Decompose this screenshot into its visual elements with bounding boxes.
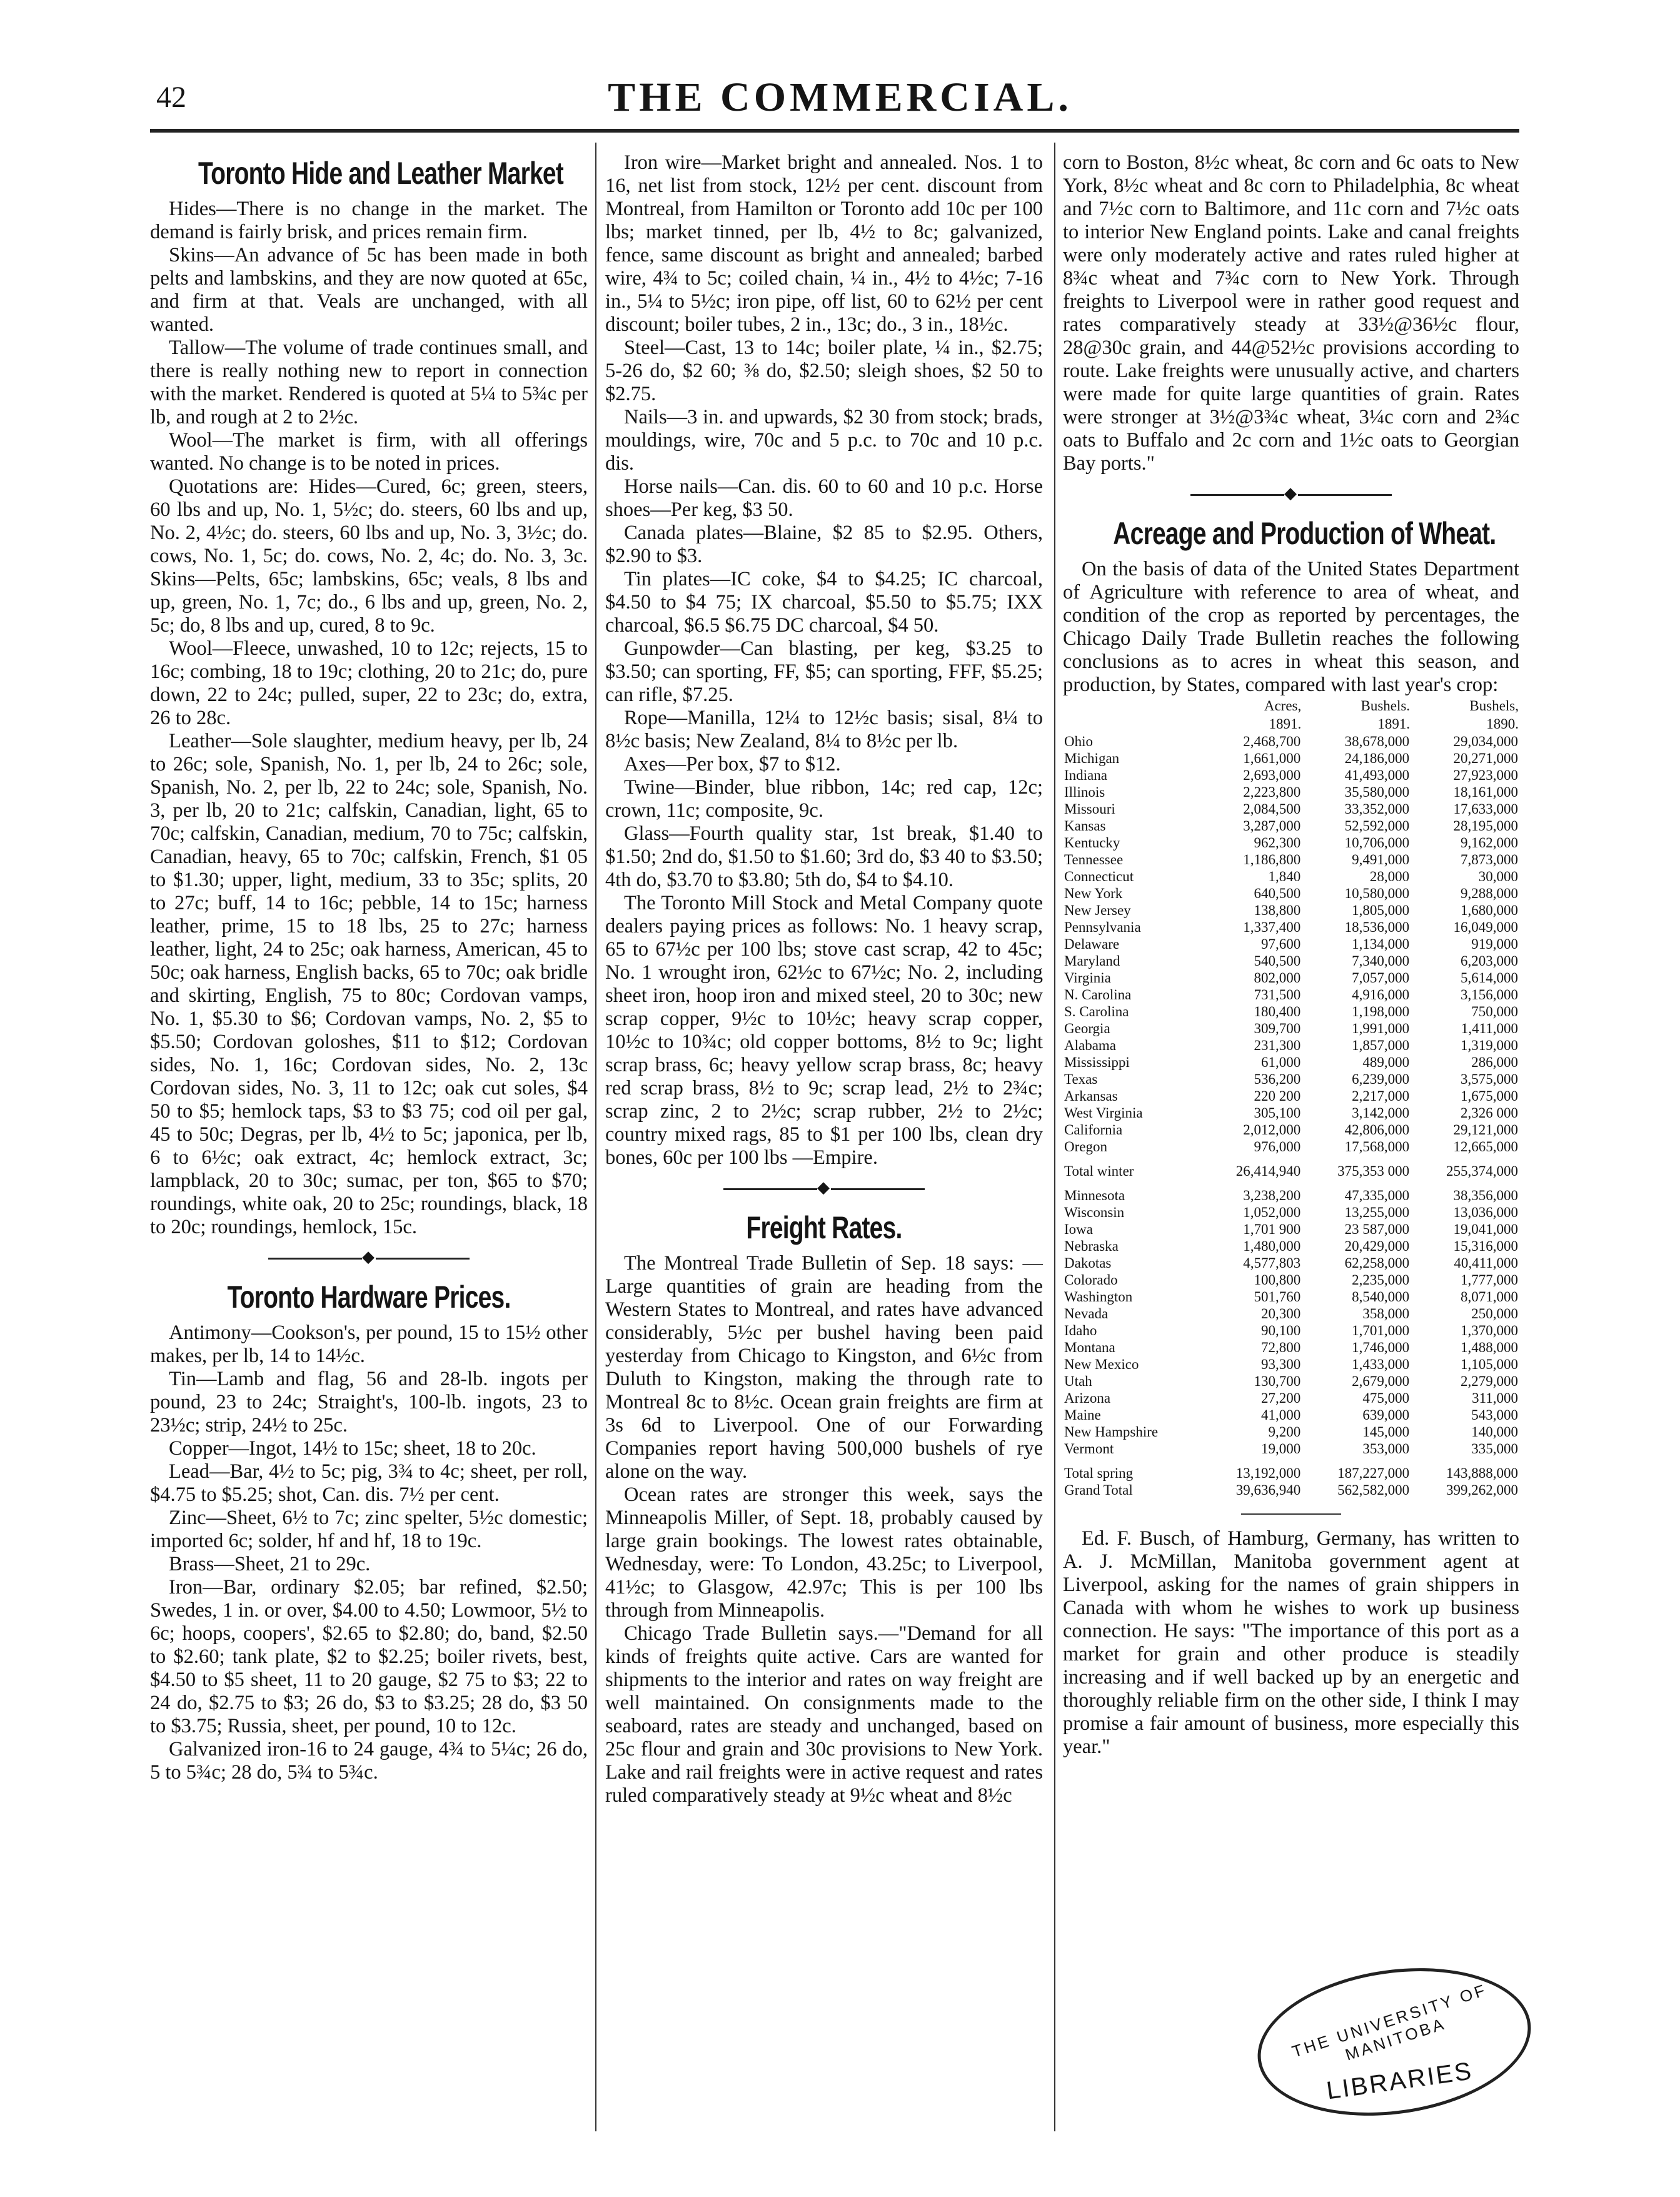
state-name: Kentucky [1064, 835, 1120, 851]
state-name: Colorado [1064, 1272, 1118, 1288]
rule [1241, 1513, 1341, 1515]
masthead-rule [150, 129, 1519, 133]
table-cell: 17,568,000 [1344, 1139, 1410, 1154]
table-row [1063, 1373, 1519, 1390]
table-cell: 3,575,000 [1461, 1071, 1518, 1087]
table-cell: 231,300 [1254, 1038, 1301, 1053]
hardware-para: Antimony—Cookson's, per pound, 15 to 15½ other makes, per lb, 14 to 14½c. [150, 1321, 588, 1367]
table-row [1063, 1003, 1519, 1020]
table-cell: 7,340,000 [1352, 953, 1410, 969]
freight-para: Chicago Trade Bulletin says.—"Demand for all kinds of freights quite active. Cars are wanted for shipments to the interior and rates on way freight are well maintained. On consignments made to the seaboard, rates are steady and unchanged, based on 25c flour and grain and 30c provisions to New York. Lake and rail freights were in active request and rates ruled comparatively steady at 9½c wheat and 8½c [605, 1622, 1043, 1807]
table-cell: 29,121,000 [1453, 1122, 1518, 1138]
table-cell: 28,195,000 [1453, 818, 1518, 834]
table-cell: 475,000 [1362, 1390, 1410, 1406]
section-separator: ◆ [605, 1178, 1043, 1197]
table-cell: 6,239,000 [1352, 1071, 1410, 1087]
table-cell: 489,000 [1362, 1054, 1410, 1070]
column-header: Bushels, [1469, 698, 1519, 714]
table-row [1063, 1407, 1519, 1423]
state-name: Arizona [1064, 1390, 1111, 1406]
state-name: Oregon [1064, 1139, 1107, 1154]
state-name: Kansas [1064, 818, 1106, 834]
column-header: Acres, [1264, 698, 1302, 714]
table-row [1063, 1423, 1519, 1440]
table-cell: 1,134,000 [1352, 936, 1410, 952]
table-row-total-spring: Total spring 13,192,000 187,227,000 143,888,000 [1064, 1465, 1518, 1481]
table-cell: 38,678,000 [1344, 734, 1410, 749]
table-cell: 543,000 [1471, 1407, 1518, 1423]
hardware-cont-para: Steel—Cast, 13 to 14c; boiler plate, ¼ in., $2.75; 5-26 do, $2 60; ⅜ do, $2.50; sleigh shoes, $2 50 to $2.75. [605, 336, 1043, 405]
hardware-cont-para: Gunpowder—Can blasting, per keg, $3.25 to $3.50; can sporting, FF, $5; can sporting, FFF, $5.25; can rifle, $7.25. [605, 637, 1043, 706]
table-cell: 536,200 [1254, 1071, 1301, 1087]
table-cell: 18,161,000 [1453, 784, 1518, 800]
state-name: Pennsylvania [1064, 919, 1141, 935]
state-name: New York [1064, 886, 1123, 901]
table-cell: 2,279,000 [1461, 1373, 1518, 1389]
table-cell: 731,500 [1254, 987, 1301, 1003]
table-row [1063, 1054, 1519, 1071]
table-cell: 1,777,000 [1461, 1272, 1518, 1288]
table-cell: 97,600 [1260, 936, 1301, 952]
table-cell: 1,480,000 [1243, 1238, 1301, 1254]
state-name: Idaho [1064, 1323, 1097, 1338]
article-title-hide-leather: Toronto Hide and Leather Market [198, 156, 564, 191]
table-cell: 9,200 [1268, 1424, 1301, 1440]
table-cell: 19,041,000 [1453, 1221, 1518, 1237]
table-cell: 72,800 [1260, 1340, 1301, 1355]
table-row [1063, 986, 1519, 1003]
table-row [1063, 834, 1519, 851]
column-divider [595, 143, 596, 2131]
table-cell: 1,857,000 [1352, 1038, 1410, 1053]
table-cell: 8,540,000 [1352, 1289, 1410, 1305]
hide-para: Leather—Sole slaughter, medium heavy, per lb, 24 to 26c; sole, Spanish, No. 1, per lb, 24 to 26c; sole, Spanish, No. 2, per lb, 22 to 24c; sole, Spanish, No. 3, per lb, 20 to 21c; calfskin, Canadian, light, 65 to 70c; calfskin, Canadian, medium, 70 to 75c; calfskin, Canadian, heavy, 65 to 70c; calfskin, French, $1 05 to $1.30; upper, light, medium, 33 to 35c; splits, 20 to 27c; buff, 14 to 16c; pebble, 14 to 15c; harness leather, prime, 15 to 18 lbs, 25 to 27c; harness leather, light, 24 to 25c; oak harness, American, 45 to 50c; oak harness, English backs, 65 to 70c; oak bridle and skirting, English, 75 to 80c; Cordovan vamps, No. 1, $5.30 to $6; Cordovan vamps, No. 2, $5 to $5.50; Cordovan goloshes, $11 to $12; Cordovan sides, No. 1, 16c; Cordovan sides, No. 2, 13c Cordovan sides, No. 3, 11 to 12c; oak cut soles, $4 50 to $5; hemlock taps, $3 to $3 75; cod oil per gal, 45 to 50c; Degras, per lb, 4½ to 5c; japonica, per lb, 6 to 6½c; oak extract, 4c; hemlock extract, 3c; lampblack, 20 to 30c; sumac, per ton, $65 to $70; roundings, white oak, 20 to 25c; roundings, black, 18 to 20c; roundings, hemlock, 15c. [150, 730, 588, 1238]
hardware-cont-para: The Toronto Mill Stock and Metal Company quote dealers paying prices as follows: No. 1 heavy scrap, 65 to 67½c per 100 lbs; stove cast scrap, 42 to 45c; No. 1 wrought iron, 62½c to 67½c; No. 2, including sheet iron, hoop iron and mixed steel, 20 to 30c; new scrap copper, 9½c to 10½c; heavy scrap copper, 10½c to 10¾c; old copper bottoms, 8½ to 9c; light scrap brass, 6c; heavy yellow scrap brass, 8c; heavy red scrap brass, 8½ to 9c; scrap lead, 2½ to 2¾c; scrap zinc, 2 to 2½c; scrap rubber, 2½ to 2½c; country mixed rags, 85 to $1 per 100 lbs, clean dry bones, 60c per 100 lbs —Empire. [605, 892, 1043, 1169]
table-cell: 976,000 [1254, 1139, 1301, 1154]
table-cell: 2,468,700 [1243, 734, 1301, 749]
table-cell: 24,186,000 [1344, 750, 1410, 766]
table-cell: 90,100 [1260, 1323, 1301, 1338]
table-row [1063, 1238, 1519, 1255]
table-cell: 18,536,000 [1344, 919, 1410, 935]
table-row [1063, 1322, 1519, 1339]
table-cell: 1,337,400 [1243, 919, 1301, 935]
table-cell: 2,693,000 [1243, 767, 1301, 783]
hardware-cont-para: Rope—Manilla, 12¼ to 12½c basis; sisal, 8¼ to 8½c basis; New Zealand, 8¼ to 8½c per lb. [605, 707, 1043, 752]
state-name: Vermont [1064, 1441, 1114, 1457]
table-row [1063, 1221, 1519, 1238]
table-cell: 17,633,000 [1453, 801, 1518, 817]
table-row [1063, 1440, 1519, 1457]
state-name: Mississippi [1064, 1054, 1130, 1070]
column-header: Bushels. [1361, 698, 1411, 714]
table-cell: 93,300 [1260, 1356, 1301, 1372]
table-cell: 750,000 [1471, 1004, 1518, 1019]
table-row [1063, 1020, 1519, 1037]
table-row [1063, 1037, 1519, 1054]
state-name: Utah [1064, 1373, 1092, 1389]
table-cell: 9,491,000 [1352, 852, 1410, 867]
table-cell: 1,746,000 [1352, 1340, 1410, 1355]
hardware-para: Galvanized iron-16 to 24 gauge, 4¾ to 5¼c; 26 do, 5 to 5¾c; 28 do, 5¾ to 5¾c. [150, 1738, 588, 1784]
hardware-cont-para: Twine—Binder, blue ribbon, 14c; red cap, 12c; crown, 11c; composite, 9c. [605, 776, 1043, 822]
state-name: New Jersey [1064, 902, 1131, 918]
table-cell: 1,198,000 [1352, 1004, 1410, 1019]
table-cell: 640,500 [1254, 886, 1301, 901]
table-cell: 2,679,000 [1352, 1373, 1410, 1389]
state-name: West Virginia [1064, 1105, 1143, 1121]
state-name: Wisconsin [1064, 1205, 1125, 1220]
table-year-row [1063, 715, 1519, 733]
table-cell: 2,217,000 [1352, 1088, 1410, 1104]
hide-para: Wool—Fleece, unwashed, 10 to 12c; rejects, 15 to 16c; combing, 18 to 19c; clothing, 20 to 21c; do, pure down, 22 to 24c; pulled, super, 22 to 23c; do, extra, 26 to 28c. [150, 637, 588, 729]
table-row [1063, 1339, 1519, 1356]
freight-para: The Montreal Trade Bulletin of Sep. 18 says: —Large quantities of grain are heading from the Western States to Montreal, and rates have advanced considerably, 5½c per bushel having been paid yesterday from Chicago to Kingston, and 6½c from Duluth to Kingston, making the through rate to Montreal 8c to 8½c. Ocean grain freights are firm at 3s 6d to Liverpool. One of our Forwarding Companies report having 500,000 bushels of rye alone on the way. [605, 1252, 1043, 1483]
table-cell: 5,614,000 [1461, 970, 1518, 986]
table-cell: 305,100 [1254, 1105, 1301, 1121]
table-cell: 62,258,000 [1344, 1255, 1410, 1271]
table-cell: 47,335,000 [1344, 1188, 1410, 1203]
state-name: Michigan [1064, 750, 1120, 766]
table-row [1063, 1305, 1519, 1322]
table-row [1063, 902, 1519, 919]
column-year: 1891. [1269, 716, 1302, 732]
page-number: 42 [156, 81, 186, 114]
table-row [1063, 851, 1519, 868]
hardware-para: Lead—Bar, 4½ to 5c; pig, 3¾ to 4c; sheet, per roll, $4.75 to $5.25; shot, Can. dis. 7½ per cent. [150, 1460, 588, 1506]
hardware-cont-para: Tin plates—IC coke, $4 to $4.25; IC charcoal, $4.50 to $4 75; IX charcoal, $5.50 to $5.75; IXX charcoal, $6.5 $6.75 DC charcoal, $4 50. [605, 568, 1043, 637]
table-cell: 4,577,803 [1243, 1255, 1301, 1271]
table-row [1063, 801, 1519, 817]
state-name: N. Carolina [1064, 987, 1132, 1003]
table-cell: 42,806,000 [1344, 1122, 1410, 1138]
table-cell: 1,840 [1268, 869, 1301, 884]
table-cell: 4,916,000 [1352, 987, 1410, 1003]
table-cell: 335,000 [1471, 1441, 1518, 1457]
hardware-para: Copper—Ingot, 14½ to 15c; sheet, 18 to 20c. [169, 1437, 536, 1460]
state-name: Illinois [1064, 784, 1105, 800]
table-row [1063, 1121, 1519, 1138]
state-name: Texas [1064, 1071, 1098, 1087]
state-name: Connecticut [1064, 869, 1134, 884]
table-cell: 61,000 [1260, 1054, 1301, 1070]
table-cell: 27,200 [1260, 1390, 1301, 1406]
table-cell: 29,034,000 [1453, 734, 1518, 749]
table-cell: 6,203,000 [1461, 953, 1518, 969]
state-name: Iowa [1064, 1221, 1093, 1237]
state-name: Alabama [1064, 1038, 1117, 1053]
table-cell: 1,680,000 [1461, 902, 1518, 918]
freight-para: Ocean rates are stronger this week, says the Minneapolis Miller, of Sept. 18, probably caused by large grain bookings. The lowest rates obtainable, Wednesday, were: To London, 43.25c; to Liverpool, 41½c; to Glasgow, 42.97c; This is per 100 lbs through from Minneapolis. [605, 1483, 1043, 1622]
table-row [1063, 733, 1519, 750]
state-name: Maryland [1064, 953, 1120, 969]
table-row [1063, 1071, 1519, 1088]
section-separator: ◆ [1063, 484, 1519, 503]
table-cell: 962,300 [1254, 835, 1301, 851]
freight-cont-para: corn to Boston, 8½c wheat, 8c corn and 6c oats to New York, 8½c wheat and 8c corn to Philadelphia, 8c wheat and 7½c corn to Baltimore, and 11c corn and 7½c oats to interior New England points. Lake and canal freights were only moderately active and rates ruled higher at 8¾c wheat and 7¾c corn to New York. Through freights to Liverpool were in rather good request and rates comparatively steady at 33½@36½c flour, 28@30c grain, and 44@52½c provisions according to route. Lake freights were unusually active, and charters were made for quite large quantities of grain. Rates were stronger at 3½@3¾c wheat, 3¼c corn and 2¾c oats to Buffalo and 2c corn and 1½c oats to Georgian Bay ports." [1063, 151, 1519, 475]
table-cell: 1,411,000 [1461, 1021, 1518, 1036]
column-1 [150, 143, 588, 2131]
masthead-title: THE COMMERCIAL. [608, 74, 1072, 120]
hardware-cont-para: Horse nails—Can. dis. 60 to 60 and 10 p.c. Horse shoes—Per keg, $3 50. [605, 475, 1043, 521]
state-name: S. Carolina [1064, 1004, 1129, 1019]
table-cell: 7,873,000 [1461, 852, 1518, 867]
state-name: Dakotas [1064, 1255, 1112, 1271]
hide-para: Wool—The market is firm, with all offerings wanted. No change is to be noted in prices. [150, 429, 588, 475]
table-cell: 3,156,000 [1461, 987, 1518, 1003]
table-cell: 1,661,000 [1243, 750, 1301, 766]
table-cell: 9,288,000 [1461, 886, 1518, 901]
state-name: Arkansas [1064, 1088, 1118, 1104]
table-cell: 15,316,000 [1453, 1238, 1518, 1254]
column-2 [605, 143, 1043, 2131]
table-row [1063, 1204, 1519, 1221]
column-3 [1063, 143, 1519, 2131]
table-cell: 1,319,000 [1461, 1038, 1518, 1053]
table-cell: 1,488,000 [1461, 1340, 1518, 1355]
table-cell: 27,923,000 [1453, 767, 1518, 783]
table-cell: 38,356,000 [1453, 1188, 1518, 1203]
state-name: California [1064, 1122, 1123, 1138]
table-row [1063, 919, 1519, 936]
table-row [1063, 952, 1519, 969]
table-cell: 1,701 900 [1243, 1221, 1301, 1237]
table-cell: 28,000 [1369, 869, 1410, 884]
table-row [1063, 868, 1519, 885]
table-cell: 802,000 [1254, 970, 1301, 986]
table-cell: 309,700 [1254, 1021, 1301, 1036]
table-row [1063, 1088, 1519, 1104]
table-cell: 639,000 [1362, 1407, 1410, 1423]
busch-para: Ed. F. Busch, of Hamburg, Germany, has written to A. J. McMillan, Manitoba government agent at Liverpool, asking for the names of grain shippers in Canada with whom he wishes to work up business connection. He says: "The importance of this port as a market for grain and other produce is steadily increasing and if well backed up by an energetic and thoroughly reliable firm on the other side, I think I may promise a fair amount of business, more especially this year." [1063, 1527, 1519, 1758]
table-row-total-winter: Total winter 26,414,940 375,353 000 255,374,000 [1064, 1163, 1518, 1179]
table-cell: 220 200 [1254, 1088, 1301, 1104]
table-row [1063, 1104, 1519, 1121]
hide-para: Hides—There is no change in the market. The demand is fairly brisk, and prices remain firm. [150, 198, 588, 243]
table-cell: 1,052,000 [1243, 1205, 1301, 1220]
table-cell: 33,352,000 [1344, 801, 1410, 817]
state-name: Minnesota [1064, 1188, 1125, 1203]
hardware-cont-para: Iron wire—Market bright and annealed. Nos. 1 to 16, net list from stock, 12½ per cent. discount from Montreal, from Hamilton or Toronto add 10c per 100 lbs; market tinned, per lb, 4½ to 8c; galvanized, fence, same discount as bright and annealed; barbed wire, 4¾ to 5c; coiled chain, ¼ in., 4½ to 4½c; 7-16 in., 5¼ to 5½c; iron pipe, off list, 60 to 62½ per cent discount; boiler tubes, 2 in., 13c; do., 3 in., 18½c. [605, 151, 1043, 336]
table-cell: 41,000 [1260, 1407, 1301, 1423]
table-row-grand-total: Grand Total 39,636,940 562,582,000 399,262,000 [1064, 1482, 1518, 1498]
table-cell: 1,370,000 [1461, 1323, 1518, 1338]
acreage-intro: On the basis of data of the United States Department of Agriculture with reference to area of wheat, and condition of the crop as reported by percentages, the Chicago Daily Trade Bulletin reaches the following conclusions as to acres in wheat this season, and production, by States, compared with last year's crop: [1063, 558, 1519, 696]
table-cell: 23 587,000 [1344, 1221, 1410, 1237]
table-cell: 13,036,000 [1453, 1205, 1518, 1220]
table-cell: 35,580,000 [1344, 784, 1410, 800]
hide-para: Skins—An advance of 5c has been made in both pelts and lambskins, and they are now quoted at 65c, and firm at that. Veals are unchanged, with all wanted. [150, 244, 588, 336]
state-name: Ohio [1064, 734, 1093, 749]
article-title-acreage: Acreage and Production of Wheat. [1113, 516, 1496, 551]
table-row [1063, 1255, 1519, 1271]
state-name: Virginia [1064, 970, 1111, 986]
table-cell: 13,255,000 [1344, 1205, 1410, 1220]
table-row [1063, 817, 1519, 834]
table-cell: 130,700 [1254, 1373, 1301, 1389]
table-cell: 145,000 [1362, 1424, 1410, 1440]
state-name: Delaware [1064, 936, 1120, 952]
table-cell: 2,084,500 [1243, 801, 1301, 817]
table-cell: 2,235,000 [1352, 1272, 1410, 1288]
table-cell: 16,049,000 [1453, 919, 1518, 935]
table-row [1063, 1288, 1519, 1305]
state-name: New Mexico [1064, 1356, 1139, 1372]
table-row [1063, 885, 1519, 902]
table-cell: 10,580,000 [1344, 886, 1410, 901]
table-cell: 1,433,000 [1352, 1356, 1410, 1372]
hardware-para: Zinc—Sheet, 6½ to 7c; zinc spelter, 5½c domestic; imported 6c; solder, hf and hf, 18 to 19c. [150, 1507, 588, 1552]
state-name: Montana [1064, 1340, 1115, 1355]
table-cell: 3,142,000 [1352, 1105, 1410, 1121]
table-cell: 180,400 [1254, 1004, 1301, 1019]
spring-wheat-rows [1063, 1187, 1519, 1457]
table-cell: 1,701,000 [1352, 1323, 1410, 1338]
table-header-row [1063, 697, 1519, 715]
hardware-cont-para: Nails—3 in. and upwards, $2 30 from stock; brads, mouldings, wire, 70c and 5 p.c. to 70c and 10 p.c. dis. [605, 406, 1043, 475]
table-cell: 540,500 [1254, 953, 1301, 969]
table-cell: 9,162,000 [1461, 835, 1518, 851]
table-row [1063, 936, 1519, 952]
hardware-cont-para: Canada plates—Blaine, $2 85 to $2.95. Others, $2.90 to $3. [605, 522, 1043, 567]
state-name: Maine [1064, 1407, 1101, 1423]
table-row [1063, 1187, 1519, 1204]
state-name: Indiana [1064, 767, 1107, 783]
table-row [1063, 1356, 1519, 1373]
hide-para: Quotations are: Hides—Cured, 6c; green, steers, 60 lbs and up, No. 1, 5½c; do. steers, 60 lbs and up, No. 2, 4½c; do. steers, 60 lbs and up, No. 3, 3½c; do. cows, No. 1, 5c; do. cows, No. 2, 4c; do. No. 3, 3c. Skins—Pelts, 65c; lambskins, 65c; veals, 8 lbs and up, green, No. 1, 7c; do., 6 lbs and up, green, No. 2, 5c; do, 8 lbs and up, cured, 8 to 9c. [150, 475, 588, 637]
table-cell: 40,411,000 [1454, 1255, 1518, 1271]
table-cell: 1,675,000 [1461, 1088, 1518, 1104]
table-cell: 20,300 [1260, 1306, 1301, 1321]
table-cell: 20,429,000 [1344, 1238, 1410, 1254]
table-cell: 10,706,000 [1344, 835, 1410, 851]
table-cell: 1,805,000 [1352, 902, 1410, 918]
table-row [1063, 1138, 1519, 1155]
table-cell: 100,800 [1254, 1272, 1301, 1288]
table-cell: 1,186,800 [1243, 852, 1301, 867]
table-row [1063, 1271, 1519, 1288]
table-row [1063, 1390, 1519, 1407]
state-name: Washington [1064, 1289, 1133, 1305]
table-cell: 311,000 [1472, 1390, 1518, 1406]
table-cell: 501,760 [1254, 1289, 1301, 1305]
table-cell: 140,000 [1471, 1424, 1518, 1440]
table-cell: 2,223,800 [1243, 784, 1301, 800]
table-cell: 52,592,000 [1344, 818, 1410, 834]
table-cell: 919,000 [1471, 936, 1518, 952]
table-cell: 3,238,200 [1243, 1188, 1301, 1203]
table-cell: 353,000 [1362, 1441, 1410, 1457]
column-year: 1890. [1486, 716, 1519, 732]
table-cell: 358,000 [1362, 1306, 1410, 1321]
table-cell: 1,991,000 [1352, 1021, 1410, 1036]
table-cell: 2,326 000 [1461, 1105, 1518, 1121]
hardware-cont-para: Glass—Fourth quality star, 1st break, $1.40 to $1.50; 2nd do, $1.50 to $1.60; 3rd do, $3 40 to $3.50; 4th do, $3.70 to $3.80; 5th do, $4 to $4.10. [605, 822, 1043, 891]
table-row [1063, 750, 1519, 767]
state-name: Georgia [1064, 1021, 1110, 1036]
state-name: Tennessee [1064, 852, 1124, 867]
column-year: 1891. [1377, 716, 1411, 732]
stamp-line1: THE UNIVERSITY OF MANITOBA [1289, 1980, 1490, 2064]
hardware-para: Tin—Lamb and flag, 56 and 28-lb. ingots per pound, 23 to 24c; Straight's, 100-lb. ingots, 23 to 23½c; strip, 24½ to 25c. [150, 1368, 588, 1437]
table-cell: 138,800 [1254, 902, 1301, 918]
table-row [1063, 784, 1519, 801]
table-cell: 12,665,000 [1453, 1139, 1518, 1154]
section-separator: ◆ [150, 1248, 588, 1266]
table-cell: 19,000 [1260, 1441, 1301, 1457]
table-cell: 2,012,000 [1243, 1122, 1301, 1138]
table-cell: 250,000 [1471, 1306, 1518, 1321]
stamp-line2: LIBRARIES [1324, 2057, 1475, 2105]
article-title-freight: Freight Rates. [746, 1210, 902, 1245]
hardware-para: Brass—Sheet, 21 to 29c. [169, 1553, 371, 1575]
table-cell: 3,287,000 [1243, 818, 1301, 834]
state-name: Missouri [1064, 801, 1115, 817]
winter-wheat-rows [1063, 733, 1519, 1155]
hardware-para: Iron—Bar, ordinary $2.05; bar refined, $2.50; Swedes, 1 in. or over, $4.00 to 4.50; Lowmoor, 5½ to 6c; hoops, coopers', $2.65 to $2.80; do, band, $2.50 to $2.60; tank plate, $2 to $2.25; boiler rivets, best, $4.50 to $5 sheet, 11 to 20 gauge, $2 75 to $3; 22 to 24 do, $2.75 to $3; 26 do, $3 to $3.25; 28 do, $3 50 to $3.75; Russia, sheet, per pound, 10 to 12c. [150, 1576, 588, 1737]
state-name: Nebraska [1064, 1238, 1119, 1254]
state-name: New Hampshire [1064, 1424, 1159, 1440]
table-cell: 30,000 [1478, 869, 1518, 884]
wheat-table [1063, 697, 1519, 1498]
table-cell: 20,271,000 [1453, 750, 1518, 766]
article-title-hardware: Toronto Hardware Prices. [227, 1280, 511, 1315]
table-row [1063, 767, 1519, 784]
hardware-cont-para: Axes—Per box, $7 to $12. [624, 753, 841, 775]
hide-para: Tallow—The volume of trade continues small, and there is really nothing new to report in connection with the market. Rendered is quoted at 5¼ to 5¾c per lb, and rough at 2 to 2½c. [150, 336, 588, 428]
table-cell: 8,071,000 [1461, 1289, 1518, 1305]
table-cell: 1,105,000 [1461, 1356, 1518, 1372]
column-divider [1054, 143, 1055, 2131]
table-row [1063, 969, 1519, 986]
table-cell: 286,000 [1471, 1054, 1518, 1070]
state-name: Nevada [1064, 1306, 1109, 1321]
table-cell: 7,057,000 [1352, 970, 1410, 986]
table-cell: 41,493,000 [1344, 767, 1410, 783]
